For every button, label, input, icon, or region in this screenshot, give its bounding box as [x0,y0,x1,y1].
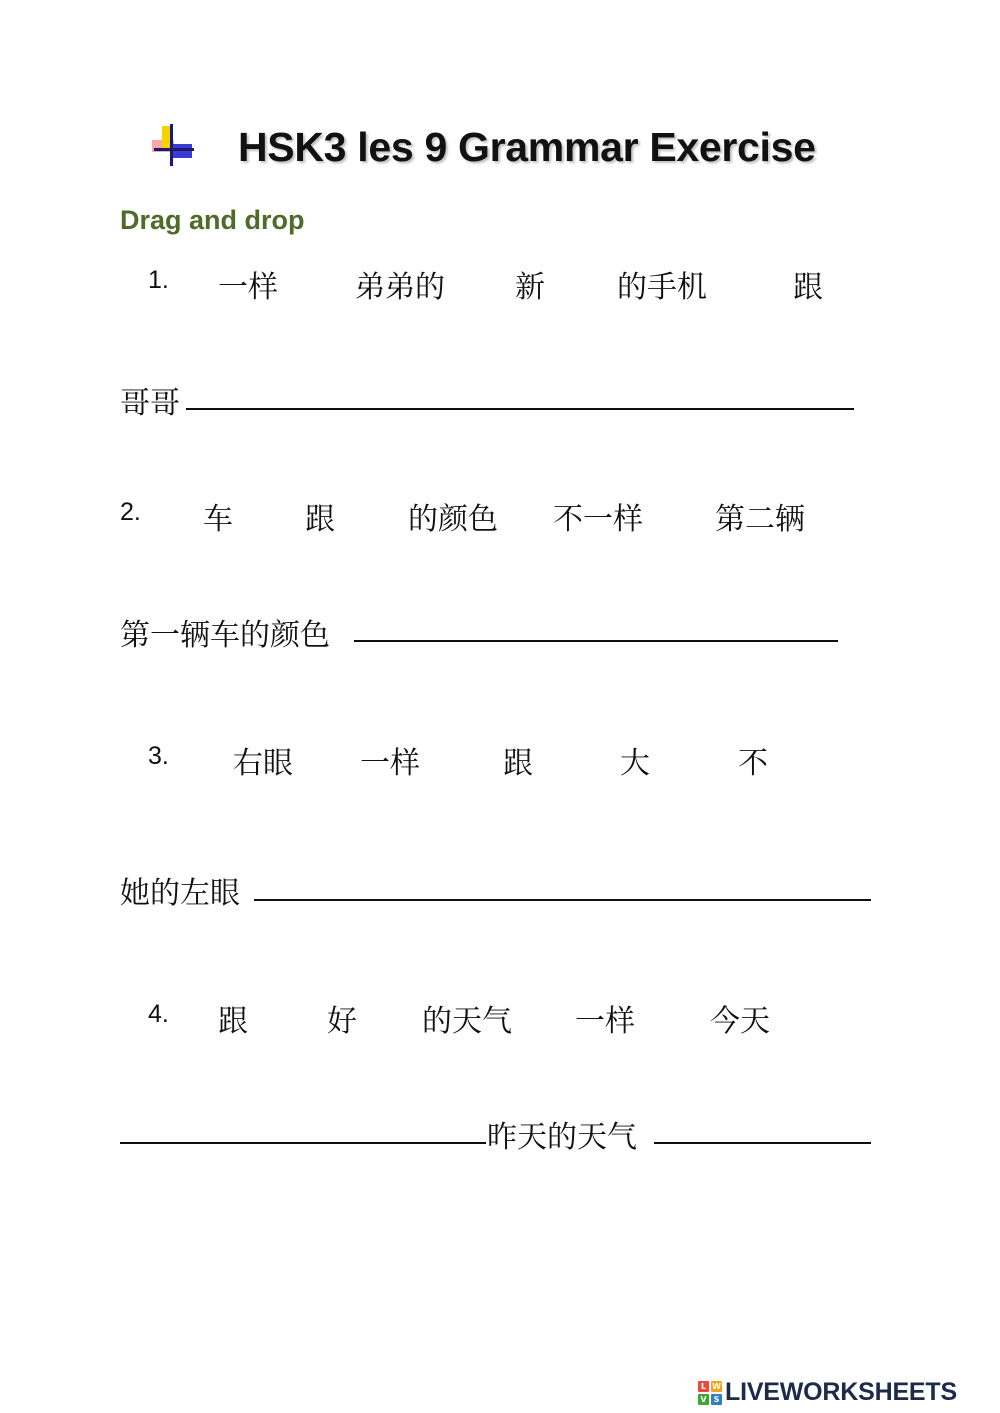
draggable-word[interactable]: 跟 [305,502,335,537]
draggable-word[interactable]: 新 [515,270,545,305]
logo-tile: W [712,1381,721,1391]
draggable-word[interactable]: 右眼 [233,746,293,781]
sentence-prefix: 第一辆车的颜色 [120,618,330,653]
draggable-word[interactable]: 一样 [575,1004,635,1039]
draggable-word[interactable]: 跟 [218,1004,248,1039]
liveworksheets-logo-icon [698,1381,722,1405]
answer-drop-zone[interactable] [654,1142,871,1144]
draggable-word[interactable]: 的天气 [422,1004,512,1039]
draggable-word[interactable]: 好 [327,1004,357,1039]
draggable-word[interactable]: 跟 [503,746,533,781]
draggable-word[interactable]: 弟弟的 [355,270,445,305]
answer-drop-zone[interactable] [186,408,854,410]
draggable-word[interactable]: 不一样 [553,502,643,537]
draggable-word[interactable]: 的手机 [617,270,707,305]
logo-tile: V [698,1394,709,1405]
cross-bullet-icon [148,122,196,168]
sentence-middle: 昨天的天气 [487,1120,637,1155]
exercise-number: 3. [148,742,169,770]
instruction-text: Drag and drop [120,205,305,235]
exercise-number: 4. [148,1000,169,1028]
draggable-word[interactable]: 大 [620,746,650,781]
draggable-word[interactable]: 的颜色 [408,502,498,537]
draggable-word[interactable]: 不 [738,746,768,781]
logo-tile: S [711,1394,722,1405]
answer-drop-zone[interactable] [120,1142,486,1144]
sentence-prefix: 她的左眼 [120,876,240,911]
draggable-word[interactable]: 跟 [793,270,823,305]
logo-tile: L [698,1381,709,1392]
liveworksheets-brand [698,1378,957,1407]
page-title: HSK3 les 9 Grammar Exercise [238,124,816,170]
exercise-number: 2. [120,498,141,526]
brand-name: LIVEWORKSHEETS [725,1378,957,1406]
draggable-word[interactable]: 第二辆 [715,502,805,537]
draggable-word[interactable]: 车 [203,502,233,537]
draggable-word[interactable]: 一样 [360,746,420,781]
answer-drop-zone[interactable] [354,640,838,642]
draggable-word[interactable]: 今天 [710,1004,770,1039]
draggable-word[interactable]: 一样 [218,270,278,305]
answer-drop-zone[interactable] [254,899,871,901]
sentence-prefix: 哥哥 [120,386,180,421]
exercise-number: 1. [148,266,169,294]
